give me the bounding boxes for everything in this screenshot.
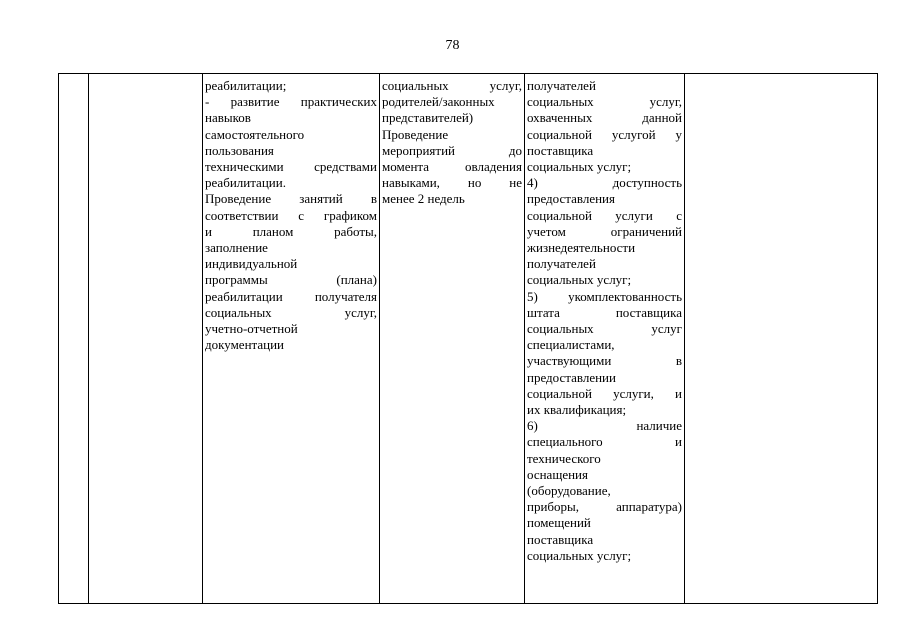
table-row xyxy=(59,74,878,604)
text-line: предоставления xyxy=(527,191,615,207)
text-line: реабилитации. xyxy=(205,175,286,191)
text-line: социальных услуг, xyxy=(205,304,377,320)
text-line: соответствии с графиком xyxy=(205,207,377,223)
text-line: социальных услуг; xyxy=(527,547,632,563)
text-line: Проведение xyxy=(382,126,449,142)
text-line: специального и xyxy=(527,434,682,450)
text-line: и планом работы, xyxy=(205,223,377,239)
cell-number xyxy=(59,74,89,604)
cell-notes xyxy=(685,74,878,604)
text-line: получателей xyxy=(527,256,596,272)
text-line: учетом ограничений xyxy=(527,223,682,239)
text-line: техническими средствами xyxy=(205,159,377,175)
text-line: социальной услуги с xyxy=(527,207,682,223)
services-table xyxy=(58,73,878,604)
text-line: реабилитации получателя xyxy=(205,288,377,304)
text-line: программы (плана) xyxy=(205,272,377,288)
text-line: заполнение xyxy=(205,240,268,256)
text-line: приборы, аппаратура) xyxy=(527,499,682,515)
text-line: социальных услуг, xyxy=(527,94,682,110)
text-line: поставщика xyxy=(527,531,594,547)
cell-quality-indicators xyxy=(525,74,685,604)
text-line: реабилитации; xyxy=(205,78,287,93)
text-line: предоставлении xyxy=(527,369,616,385)
text-line: оснащения xyxy=(527,466,588,482)
text-line: жизнедеятельности xyxy=(527,240,636,256)
text-line: документации xyxy=(205,337,285,353)
text-line: - развитие практических xyxy=(205,94,377,110)
text-line: мероприятий до xyxy=(382,142,522,158)
text-line: навыков xyxy=(205,110,251,126)
text-line: социальных услуг, xyxy=(382,78,522,93)
text-line: индивидуальной xyxy=(205,256,298,272)
text-line: технического xyxy=(527,450,601,466)
text-line: штата поставщика xyxy=(527,304,682,320)
text-line: 4) доступность xyxy=(527,175,682,191)
page-number: 78 xyxy=(445,38,460,53)
text-line: их квалификация; xyxy=(527,402,627,418)
text-line: (оборудование, xyxy=(527,483,611,499)
text-line: специалистами, xyxy=(527,337,615,353)
text-line: участвующими в xyxy=(527,353,682,369)
text-line: учетно-отчетной xyxy=(205,321,298,337)
text-line: родителей/законных xyxy=(382,94,495,110)
text-line: помещений xyxy=(527,515,591,531)
cell-service-name xyxy=(89,74,203,604)
cell-service-description xyxy=(203,74,380,604)
text-line: получателей xyxy=(527,78,596,93)
text-line: охваченных данной xyxy=(527,110,682,126)
text-line: пользования xyxy=(205,142,274,158)
text-line: навыками, но не xyxy=(382,175,522,191)
text-line: 5) укомплектованность xyxy=(527,288,682,304)
text-line: представителей) xyxy=(382,110,474,126)
text-line: социальных услуг xyxy=(527,321,682,337)
text-line: менее 2 недель xyxy=(382,191,465,207)
text-line: социальной услуги, и xyxy=(527,385,682,401)
text-line: 6) наличие xyxy=(527,418,682,434)
text-line: самостоятельного xyxy=(205,126,305,142)
cell-service-terms xyxy=(380,74,525,604)
text-line: поставщика xyxy=(527,142,594,158)
text-line: социальной услугой у xyxy=(527,126,682,142)
text-line: социальных услуг; xyxy=(527,159,632,175)
text-line: социальных услуг; xyxy=(527,272,632,288)
text-line: момента овладения xyxy=(382,159,522,175)
text-line: Проведение занятий в xyxy=(205,191,377,207)
